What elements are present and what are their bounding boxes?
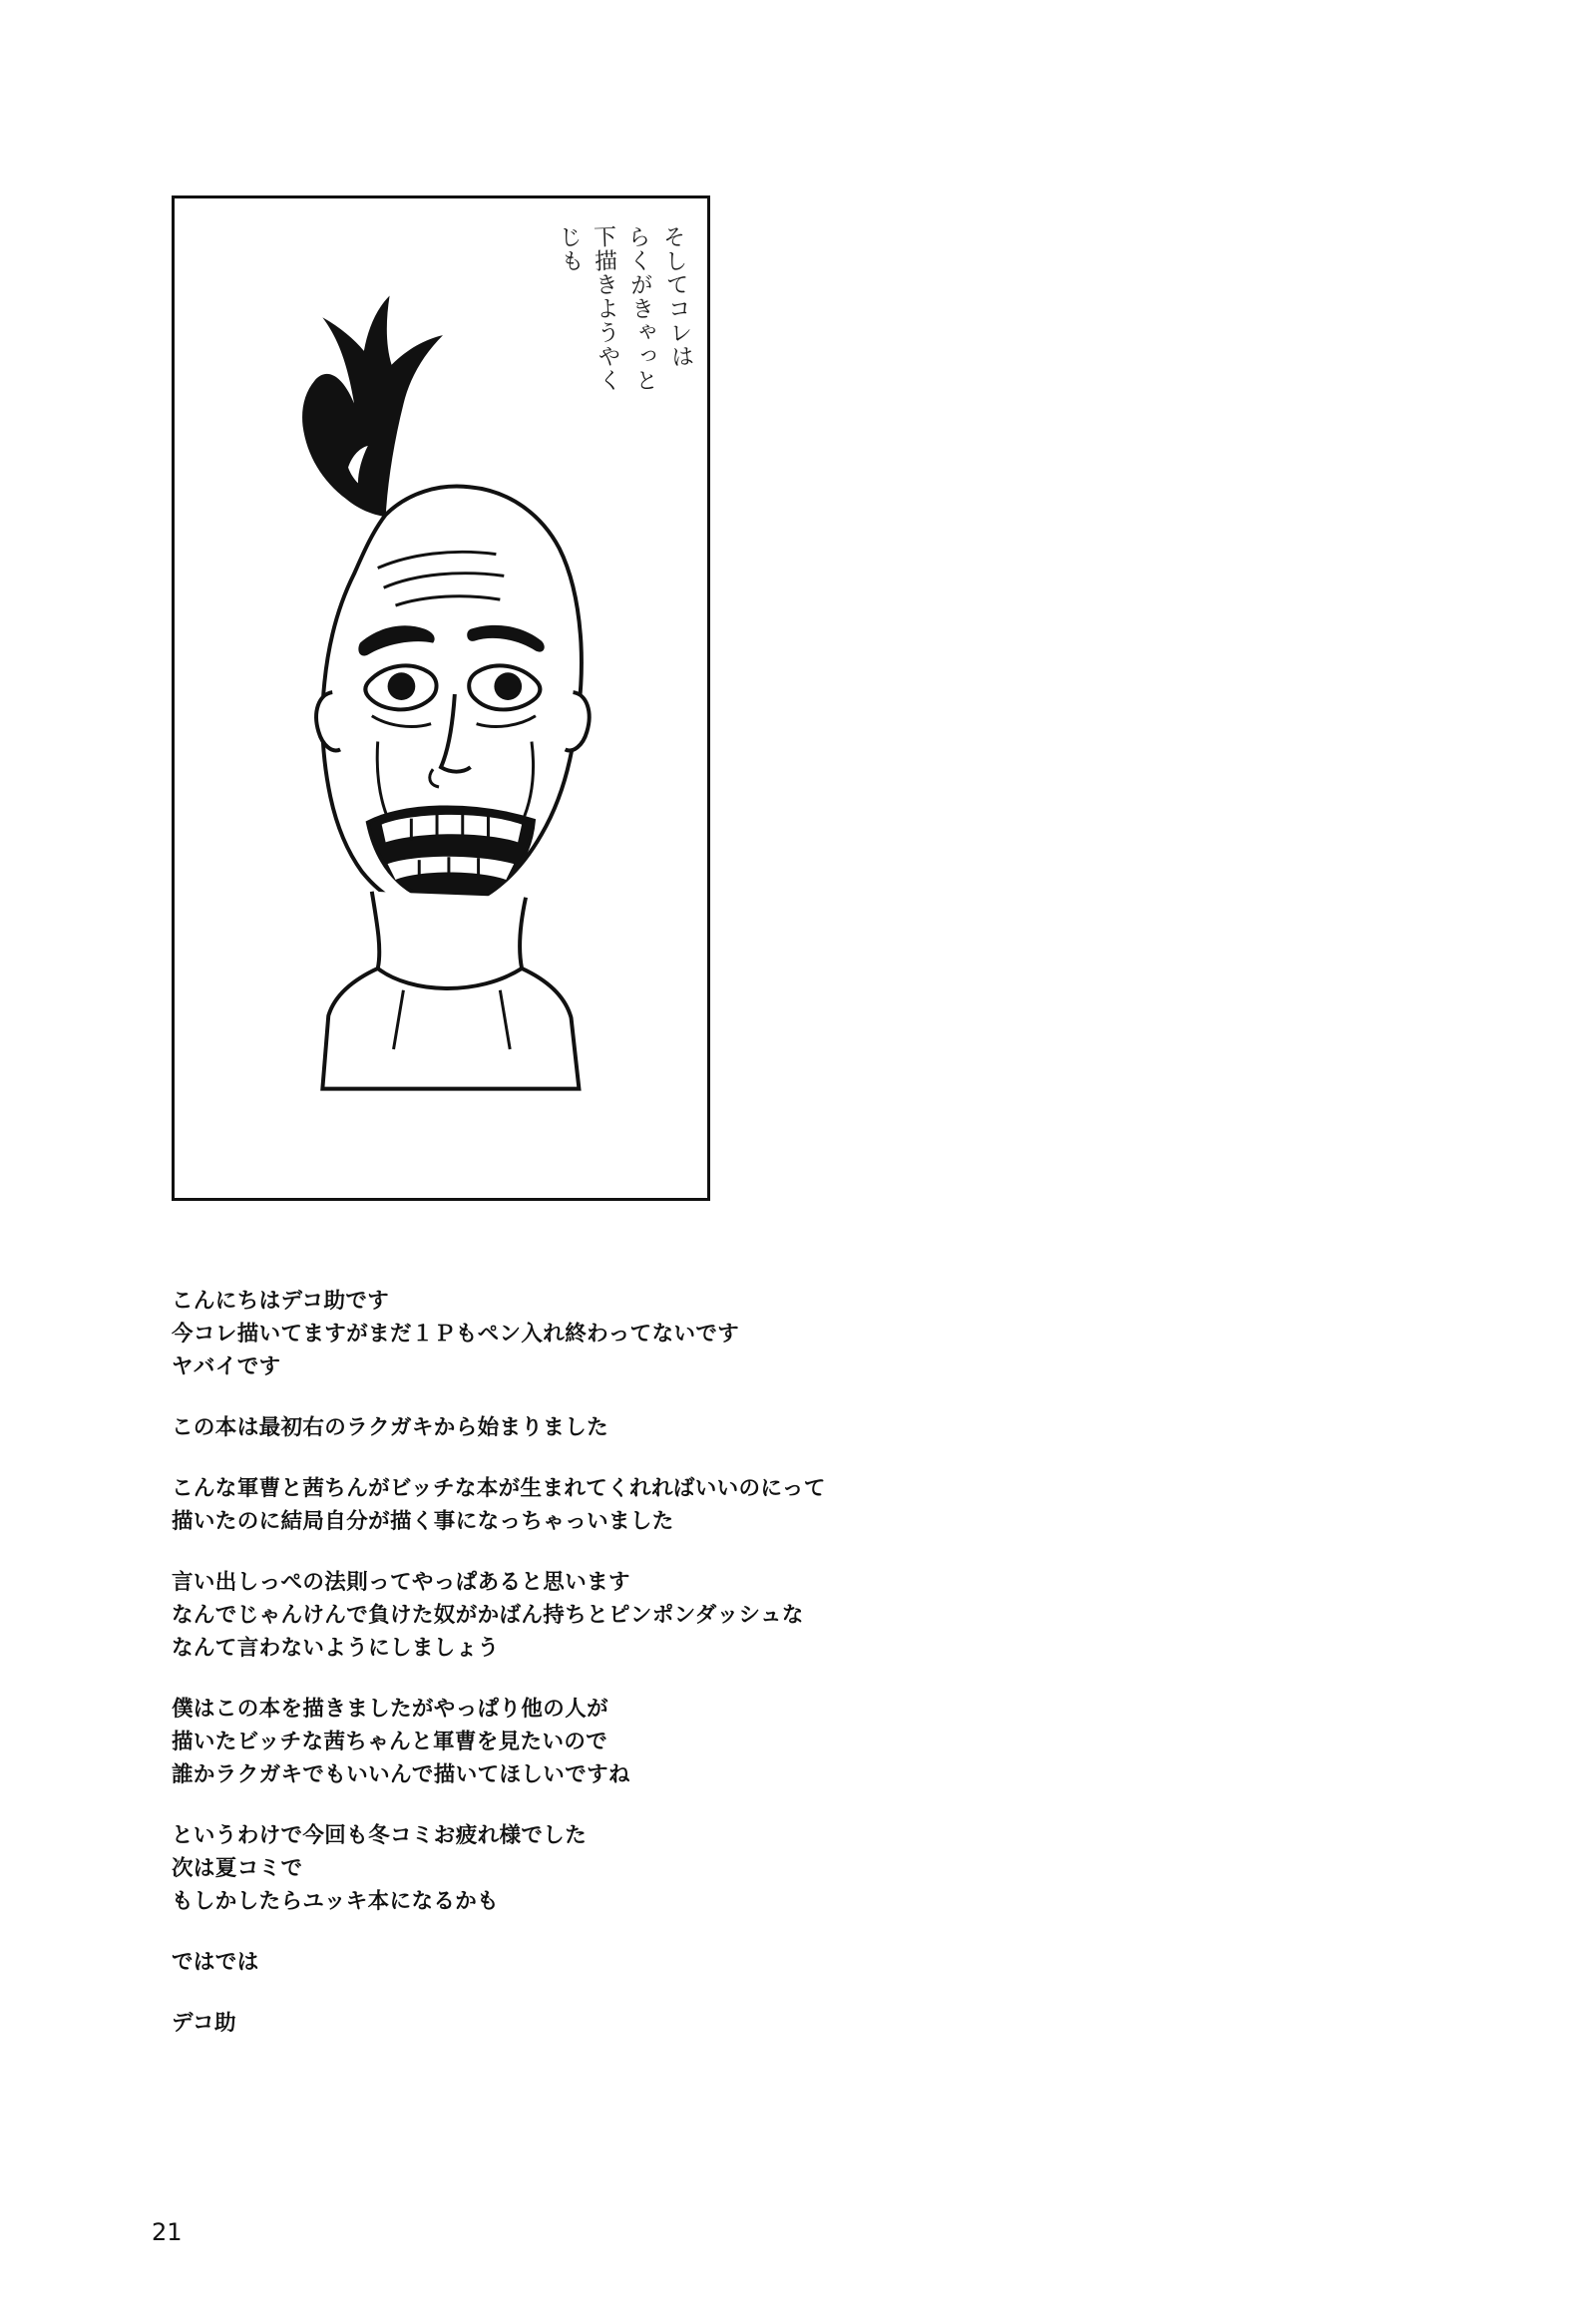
manga-panel xyxy=(172,195,710,1201)
afterword-line: ヤバイです xyxy=(172,1354,281,1379)
afterword-line: 次は夏コミで xyxy=(172,1856,303,1881)
panel-handwritten-caption xyxy=(554,223,695,484)
afterword-line: もしかしたらユッキ本になるかも xyxy=(172,1889,500,1914)
page-number: 21 xyxy=(152,2218,183,2246)
afterword-line: 今コレ描いてますがまだ１Ｐもペン入れ終わってないです xyxy=(172,1322,740,1347)
author-name: デコ助 xyxy=(172,2011,236,2036)
afterword-text-block xyxy=(172,1285,1269,2040)
afterword-paragraph-7 xyxy=(172,1946,1269,1979)
afterword-paragraph-4 xyxy=(172,1566,1269,1665)
afterword-paragraph-2 xyxy=(172,1411,1269,1444)
afterword-paragraph-3 xyxy=(172,1472,1269,1538)
caption-column-3: 下描きようやく xyxy=(589,223,621,393)
afterword-paragraph-6 xyxy=(172,1819,1269,1918)
afterword-line: というわけで今回も冬コミお疲れ様でした xyxy=(172,1823,588,1848)
caption-column-1: そしてコレは xyxy=(658,223,695,370)
afterword-line: なんでじゃんけんで負けた奴がかばん持ちとピンポンダッシュな xyxy=(172,1603,804,1628)
afterword-line: ではでは xyxy=(172,1950,259,1975)
afterword-paragraph-1 xyxy=(172,1285,1269,1383)
afterword-paragraph-5 xyxy=(172,1693,1269,1791)
afterword-signature xyxy=(172,2007,1269,2040)
afterword-line: この本は最初右のラクガキから始まりました xyxy=(172,1415,609,1440)
afterword-line: 誰かラクガキでもいいんで描いてほしいですね xyxy=(172,1762,630,1787)
afterword-line: こんな軍曹と茜ちんがビッチな本が生まれてくれればいいのにって xyxy=(172,1476,826,1501)
caption-column-2: らくがきゃっと xyxy=(623,223,658,394)
afterword-line: 僕はこの本を描きましたがやっぱり他の人が xyxy=(172,1697,609,1722)
afterword-line: こんにちはデコ助です xyxy=(172,1289,390,1314)
afterword-line: 描いたのに結局自分が描く事になっちゃっいました xyxy=(172,1509,674,1534)
afterword-line: なんて言わないようにしましょう xyxy=(172,1636,500,1661)
afterword-line: 描いたビッチな茜ちゃんと軍曹を見たいので xyxy=(172,1730,608,1754)
caption-column-4: じも xyxy=(554,223,584,274)
afterword-line: 言い出しっぺの法則ってやっぱあると思います xyxy=(172,1570,630,1595)
